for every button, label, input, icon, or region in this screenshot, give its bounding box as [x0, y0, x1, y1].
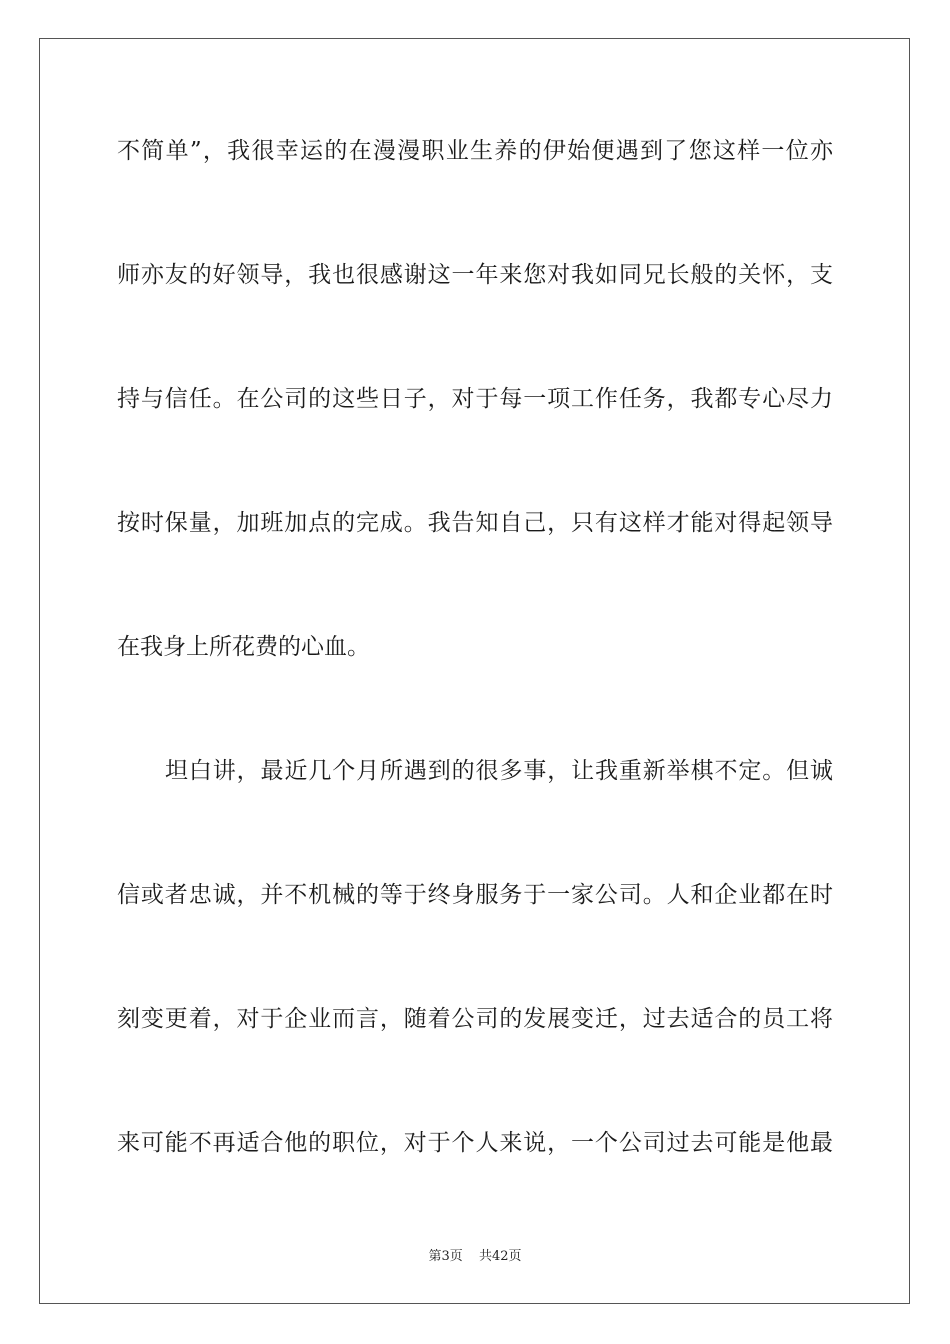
text-line-1: 不简单”，我很幸运的在漫漫职业生养的伊始便遇到了您这样一位亦 — [117, 138, 833, 164]
text-line-6: 坦白讲，最近几个月所遇到的很多事，让我重新举棋不定。但诚 — [165, 758, 833, 784]
text-line-7: 信或者忠诚，并不机械的等于终身服务于一家公司。人和企业都在时 — [117, 882, 833, 908]
text-line-4: 按时保量，加班加点的完成。我告知自己，只有这样才能对得起领导 — [117, 510, 833, 536]
page-footer — [0, 1248, 950, 1266]
page-number: 第3页 — [428, 1249, 463, 1264]
page-total: 共42页 — [478, 1249, 522, 1264]
text-line-8: 刻变更着，对于企业而言，随着公司的发展变迁，过去适合的员工将 — [117, 1006, 833, 1032]
text-line-3: 持与信任。在公司的这些日子，对于每一项工作任务，我都专心尽力 — [117, 386, 833, 412]
text-line-2: 师亦友的好领导，我也很感谢这一年来您对我如同兄长般的关怀，支 — [117, 262, 833, 288]
page-border — [39, 38, 910, 1304]
text-line-9: 来可能不再适合他的职位，对于个人来说，一个公司过去可能是他最 — [117, 1130, 833, 1156]
text-line-5: 在我身上所花费的心血。 — [117, 634, 370, 660]
